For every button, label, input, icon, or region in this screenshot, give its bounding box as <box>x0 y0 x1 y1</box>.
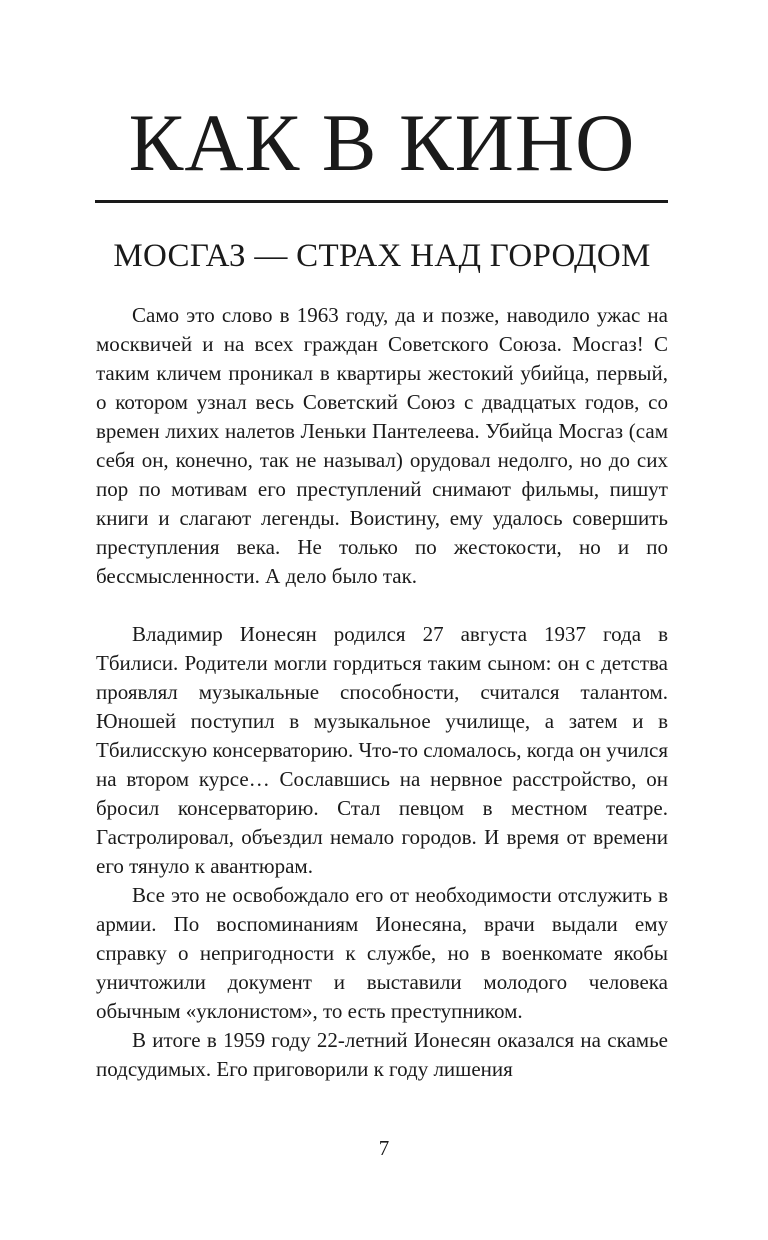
title-divider <box>95 200 668 203</box>
paragraph: Владимир Ионесян родился 27 августа 1937 года в Тбилиси. Родители могли гордиться таким сыном: он с детства проявлял музыкальные способности, считался талантом. Юношей поступил в музыкальное училище, а затем и в Тбилисскую консерваторию. Что-то сломалось, когда он учился на втором курсе… Сославшись на нервное расстройство, он бросил консерваторию. Стал певцом в местном театре. Гастролировал, объездил немало городов. И время от времени его тянуло к авантюрам. <box>96 622 668 878</box>
page-number: 7 <box>378 1136 390 1160</box>
paragraph: Само это слово в 1963 году, да и позже, наводило ужас на москвичей и на всех граждан Советского Союза. Мосгаз! С таким кличем проникал в квартиры жестокий убийца, первый, о котором узнал весь Советский Союз с двадцатых годов, со времен лихих налетов Леньки Пантелеева. Убийца Мосгаз (сам себя он, конечно, так не называл) орудовал недолго, но до сих пор по мотивам его преступлений снимают фильмы, пишут книги и слагают легенды. Воистину, ему удалось совершить преступления века. Не только по жестокости, но и по бессмысленности. А дело было так. <box>96 303 668 588</box>
section-title: МОСГАЗ — СТРАХ НАД ГОРОДОМ <box>113 238 651 274</box>
paragraph: В итоге в 1959 году 22-летний Ионесян оказался на скамье подсудимых. Его приговорили к году лишения <box>96 1028 668 1081</box>
paragraph: Все это не освобождало его от необходимости отслужить в армии. По воспоминаниям Ионесяна, врачи выдали ему справку о непригодности к службе, но в военкомате якобы уничтожили документ и выставили молодого человека обычным «уклонистом», то есть преступником. <box>96 883 668 1023</box>
chapter-title: КАК В КИНО <box>128 97 636 188</box>
body-text <box>96 301 668 1084</box>
